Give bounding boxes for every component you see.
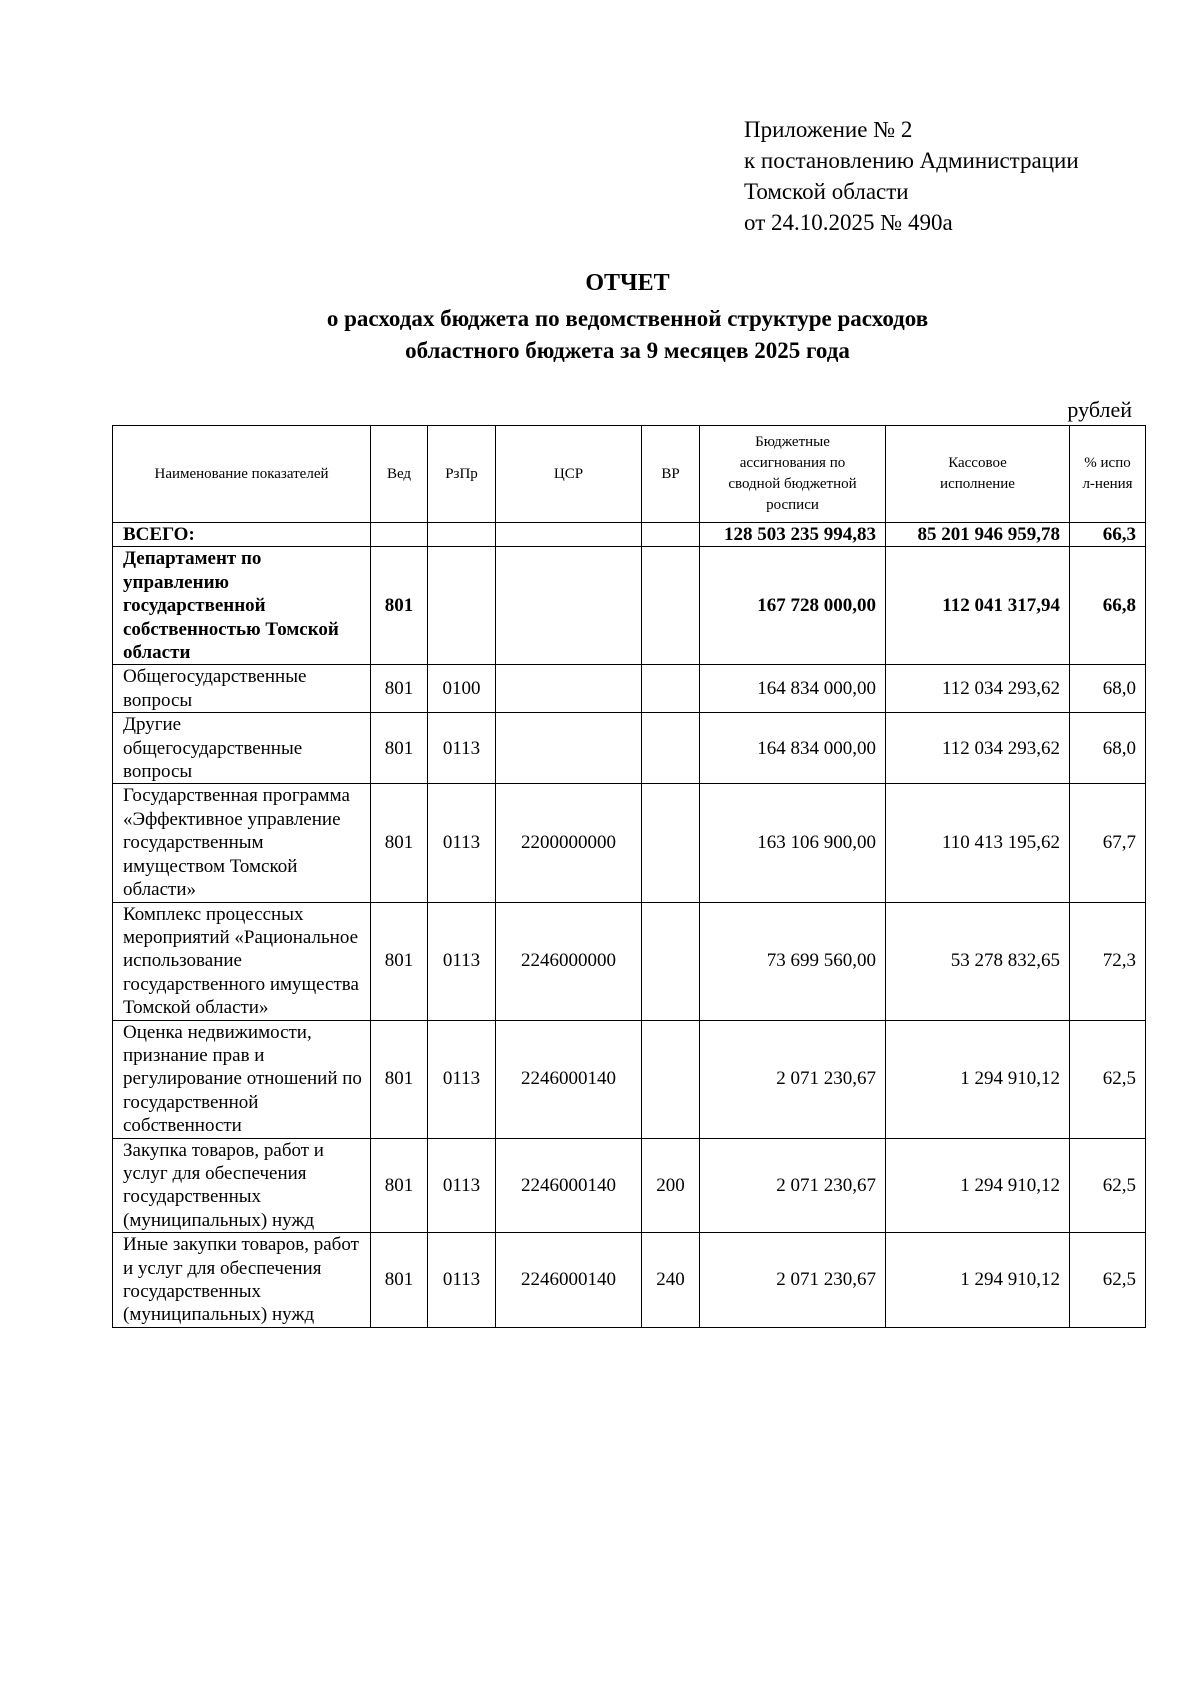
cell-name: Комплекс процессных мероприятий «Рациональное использование государственного имущества Томской области» xyxy=(113,902,371,1020)
cell-assign: 2 071 230,67 xyxy=(700,1138,886,1233)
cell-csr xyxy=(496,713,642,784)
cell-name: Иные закупки товаров, работ и услуг для обеспечения государственных (муниципальных) нужд xyxy=(113,1233,371,1328)
header-csr: ЦСР xyxy=(496,426,642,523)
cell-vr xyxy=(642,1020,700,1138)
cell-rzpr xyxy=(428,547,496,665)
cell-ved: 801 xyxy=(371,713,428,784)
cell-cash: 53 278 832,65 xyxy=(886,902,1070,1020)
cell-name: Общегосударственные вопросы xyxy=(113,665,371,713)
table-row xyxy=(113,547,1146,665)
cell-name: Департамент по управлению государственной собственностью Томской области xyxy=(113,547,371,665)
table-row xyxy=(113,902,1146,1020)
cell-pct: 62,5 xyxy=(1070,1138,1146,1233)
cell-rzpr: 0113 xyxy=(428,1233,496,1328)
cell-ved: 801 xyxy=(371,902,428,1020)
header-assign: Бюджетные ассигнования по сводной бюджетной росписи xyxy=(700,426,886,523)
appendix-number: Приложение № 2 xyxy=(744,117,913,142)
cell-vr xyxy=(642,547,700,665)
cell-csr: 2246000140 xyxy=(496,1138,642,1233)
cell-csr: 2246000000 xyxy=(496,902,642,1020)
header-cash: Кассовое исполнение xyxy=(886,426,1070,523)
expenses-table xyxy=(112,425,1146,1328)
cell-vr: 200 xyxy=(642,1138,700,1233)
cell-csr: 2200000000 xyxy=(496,784,642,902)
cell-ved: 801 xyxy=(371,1233,428,1328)
cell-rzpr: 0113 xyxy=(428,1020,496,1138)
cell-pct: 68,0 xyxy=(1070,713,1146,784)
cell-pct: 67,7 xyxy=(1070,784,1146,902)
cell-vr: 240 xyxy=(642,1233,700,1328)
report-subtitle-line2: областного бюджета за 9 месяцев 2025 года xyxy=(405,338,850,363)
cell-assign: 164 834 000,00 xyxy=(700,713,886,784)
cell-pct: 72,3 xyxy=(1070,902,1146,1020)
cell-ved: 801 xyxy=(371,665,428,713)
cell-cash: 1 294 910,12 xyxy=(886,1233,1070,1328)
cell-ved: 801 xyxy=(371,547,428,665)
cell-name: Закупка товаров, работ и услуг для обеспечения государственных (муниципальных) нужд xyxy=(113,1138,371,1233)
cell-ved xyxy=(371,523,428,547)
cell-ved: 801 xyxy=(371,784,428,902)
cell-csr: 2246000140 xyxy=(496,1233,642,1328)
cell-name: Государственная программа «Эффективное управление государственным имуществом Томской области» xyxy=(113,784,371,902)
cell-assign: 2 071 230,67 xyxy=(700,1233,886,1328)
cell-assign: 164 834 000,00 xyxy=(700,665,886,713)
cell-vr xyxy=(642,784,700,902)
cell-vr xyxy=(642,523,700,547)
header-rzpr: РзПр xyxy=(428,426,496,523)
table-row xyxy=(113,784,1146,902)
appendix-block xyxy=(744,114,1079,238)
appendix-resolution: к постановлению Администрации xyxy=(744,148,1079,173)
cell-pct: 62,5 xyxy=(1070,1020,1146,1138)
cell-assign: 2 071 230,67 xyxy=(700,1020,886,1138)
cell-pct: 68,0 xyxy=(1070,665,1146,713)
table-header-row xyxy=(113,426,1146,523)
table-row xyxy=(113,1138,1146,1233)
cell-vr xyxy=(642,713,700,784)
cell-cash: 1 294 910,12 xyxy=(886,1020,1070,1138)
cell-rzpr xyxy=(428,523,496,547)
appendix-region: Томской области xyxy=(744,179,909,204)
header-ved: Вед xyxy=(371,426,428,523)
cell-assign: 73 699 560,00 xyxy=(700,902,886,1020)
cell-rzpr: 0113 xyxy=(428,784,496,902)
units-label: рублей xyxy=(1067,397,1132,422)
cell-cash: 1 294 910,12 xyxy=(886,1138,1070,1233)
cell-ved: 801 xyxy=(371,1138,428,1233)
header-vr: ВР xyxy=(642,426,700,523)
header-pct: % испол-нения xyxy=(1070,426,1146,523)
table-row xyxy=(113,1233,1146,1328)
cell-cash: 110 413 195,62 xyxy=(886,784,1070,902)
table-row xyxy=(113,665,1146,713)
cell-pct: 66,3 xyxy=(1070,523,1146,547)
cell-name: Другие общегосударственные вопросы xyxy=(113,713,371,784)
cell-rzpr: 0100 xyxy=(428,665,496,713)
cell-vr xyxy=(642,665,700,713)
table-row xyxy=(113,713,1146,784)
report-title: ОТЧЕТ xyxy=(585,270,670,296)
table-row xyxy=(113,1020,1146,1138)
cell-csr: 2246000140 xyxy=(496,1020,642,1138)
cell-cash: 112 034 293,62 xyxy=(886,713,1070,784)
cell-vr xyxy=(642,902,700,1020)
cell-assign: 128 503 235 994,83 xyxy=(700,523,886,547)
cell-assign: 163 106 900,00 xyxy=(700,784,886,902)
cell-csr xyxy=(496,547,642,665)
cell-csr xyxy=(496,665,642,713)
cell-pct: 66,8 xyxy=(1070,547,1146,665)
cell-pct: 62,5 xyxy=(1070,1233,1146,1328)
cell-name: Оценка недвижимости, признание прав и регулирование отношений по государственной собственности xyxy=(113,1020,371,1138)
cell-rzpr: 0113 xyxy=(428,1138,496,1233)
cell-ved: 801 xyxy=(371,1020,428,1138)
cell-cash: 112 034 293,62 xyxy=(886,665,1070,713)
cell-rzpr: 0113 xyxy=(428,902,496,1020)
cell-csr xyxy=(496,523,642,547)
table-row-total xyxy=(113,523,1146,547)
appendix-date: от 24.10.2025 № 490а xyxy=(744,210,953,235)
report-subtitle-line1: о расходах бюджета по ведомственной структуре расходов xyxy=(326,306,929,331)
cell-cash: 85 201 946 959,78 xyxy=(886,523,1070,547)
cell-name: ВСЕГО: xyxy=(113,523,371,547)
cell-assign: 167 728 000,00 xyxy=(700,547,886,665)
cell-rzpr: 0113 xyxy=(428,713,496,784)
cell-cash: 112 041 317,94 xyxy=(886,547,1070,665)
header-name: Наименование показателей xyxy=(113,426,371,523)
